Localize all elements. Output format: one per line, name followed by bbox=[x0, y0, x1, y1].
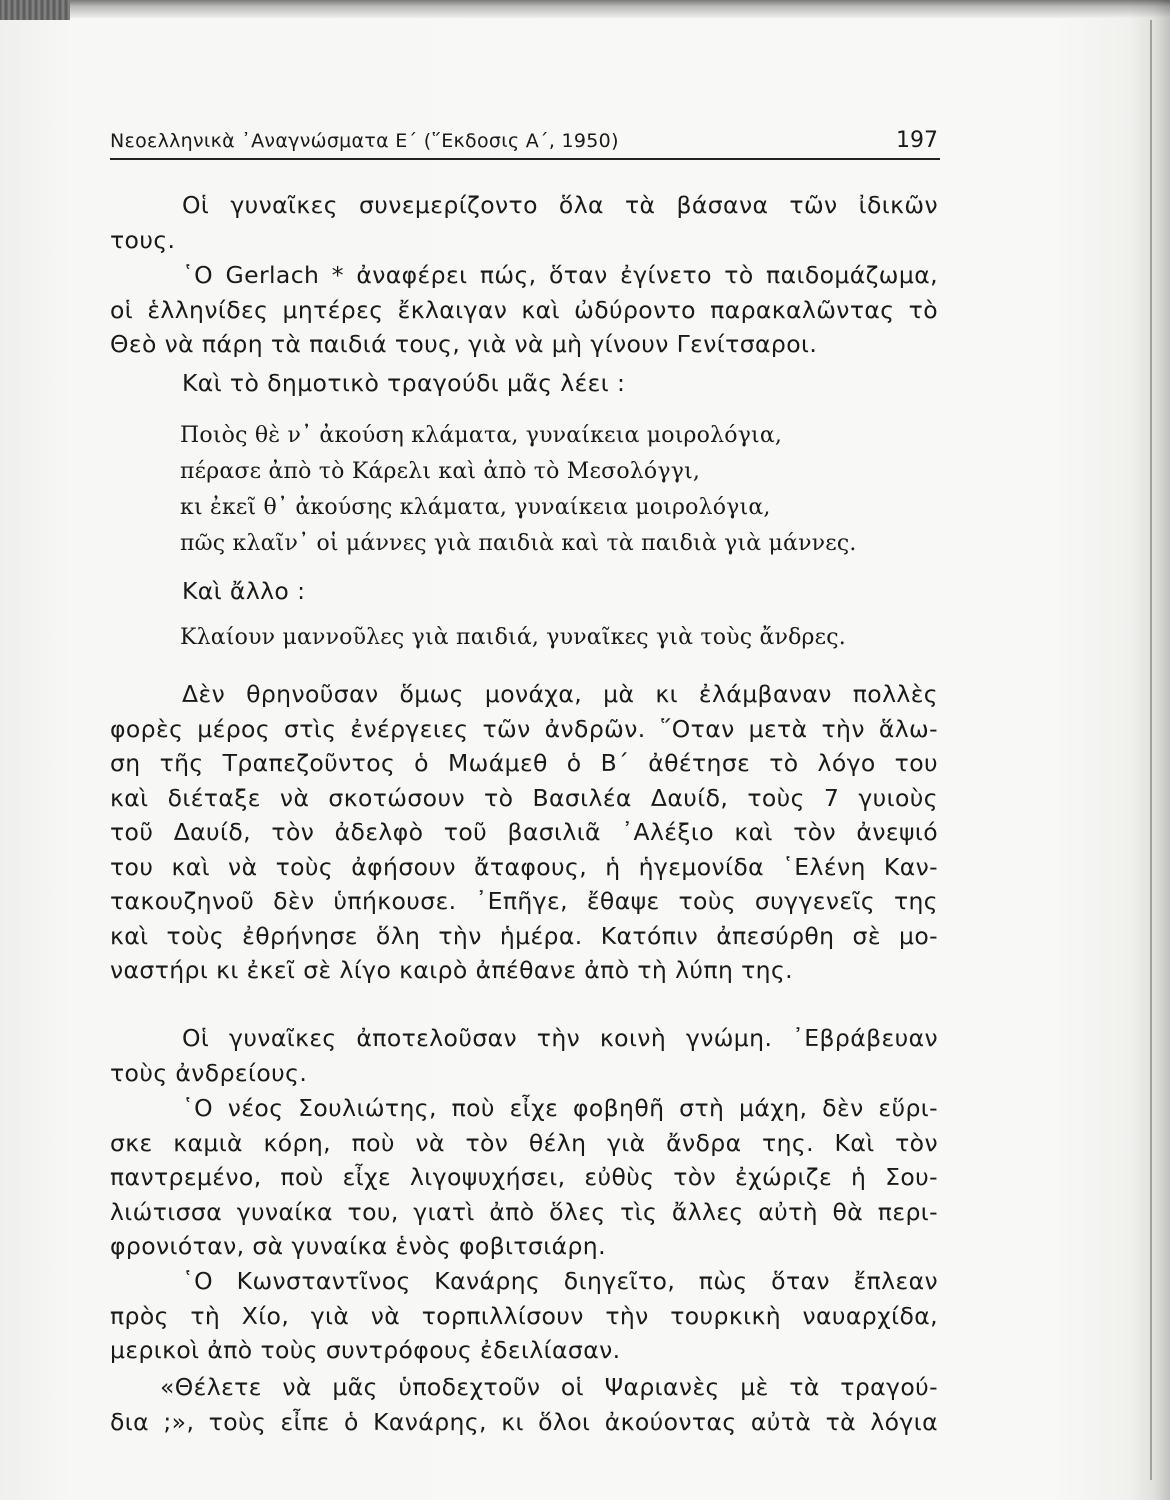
text-line: τοὺς ἀνδρείους. bbox=[110, 1058, 308, 1087]
verse-block-2 bbox=[180, 620, 940, 656]
text-line: φρονιόταν, σὰ γυναίκα ἑνὸς φοβιτσιάρη. bbox=[110, 1232, 606, 1260]
paragraph-5 bbox=[110, 677, 938, 988]
verse-line: πῶς κλαῖν᾿ οἱ μάννες γιὰ παιδιὰ καὶ τὰ παιδιὰ γιὰ μάννες. bbox=[180, 531, 857, 556]
verse-line: Κλαίουν μαννοῦλες γιὰ παιδιά, γυναῖκες γιὰ τοὺς ἄνδρες. bbox=[180, 625, 846, 650]
paragraph-9 bbox=[110, 1370, 938, 1439]
text-line: Δὲν θρηνοῦσαν ὅμως μονάχα, μὰ κι ἐλάμβαναν πολλὲς bbox=[182, 680, 938, 708]
text-line: καὶ διέταξε νὰ σκοτώσουν τὸ Βασιλέα Δαυίδ, τοὺς 7 γυιοὺς bbox=[110, 783, 938, 812]
text-line: οἱ ἑλληνίδες μητέρες ἔκλαιγαν καὶ ὠδύροντο παρακαλῶντας τὸ bbox=[110, 295, 938, 324]
text-line: τοῦ Δαυίδ, τὸν ἀδελφὸ τοῦ βασιλιᾶ ᾿Αλέξιο καὶ τὸν ἀνεψιό bbox=[110, 818, 938, 846]
text-line: Οἱ γυναῖκες ἀποτελοῦσαν τὴν κοινὴ γνώμη. ᾿Εβράβευαν bbox=[182, 1024, 938, 1052]
paragraph-2 bbox=[110, 258, 938, 362]
text-line: τακουζηνοῦ δὲν ὑπήκουσε. ᾿Επῆγε, ἔθαψε τοὺς συγγενεῖς της bbox=[110, 887, 938, 915]
page-top-edge bbox=[0, 0, 1170, 18]
paragraph-3 bbox=[110, 366, 938, 401]
verse-line: πέρασε ἀπὸ τὸ Κάρελι καὶ ἀπὸ τὸ Μεσολόγγι, bbox=[180, 459, 701, 484]
text-line: ῾Ο Gerlach * ἀναφέρει πώς, ὅταν ἐγίνετο τὸ παιδομάζωμα, bbox=[182, 261, 938, 289]
text-line: τους. bbox=[110, 225, 176, 254]
verse-line: Ποιὸς θὲ ν᾿ ἀκούση κλάματα, γυναίκεια μοιρολόγια, bbox=[180, 423, 783, 448]
text-line: φορὲς μέρος στὶς ἐνέργειες τῶν ἀνδρῶν. ῞Οταν μετὰ τὴν ἅλω- bbox=[110, 714, 938, 743]
text-line: ῾Ο Κωνσταντῖνος Κανάρης διηγεῖτο, πὼς ὅταν ἔπλεαν bbox=[182, 1267, 938, 1295]
text-line: ῾Ο νέος Σουλιώτης, ποὺ εἶχε φοβηθῆ στὴ μάχη, δὲν εὕρι- bbox=[182, 1094, 938, 1122]
paragraph-8 bbox=[110, 1264, 938, 1368]
text-line: «Θέλετε νὰ μᾶς ὑποδεχτοῦν οἱ Ψαριανὲς μὲ τὰ τραγού- bbox=[160, 1373, 938, 1401]
text-line: πρὸς τὴ Χίο, γιὰ νὰ τορπιλλίσουν τὴν τουρκικὴ ναυαρχίδα, bbox=[110, 1301, 938, 1330]
paragraph-6 bbox=[110, 1021, 938, 1090]
text-line: δια ;», τοὺς εἶπε ὁ Κανάρης, κι ὅλοι ἀκούοντας αὐτὰ τὰ λόγια bbox=[110, 1407, 938, 1436]
text-line: Θεὸ νὰ πάρη τὰ παιδιά τους, γιὰ νὰ μὴ γίνουν Γενίτσαροι. bbox=[110, 330, 818, 358]
page-fold-line bbox=[1150, 20, 1152, 1480]
text-line: Καὶ τὸ δημοτικὸ τραγούδι μᾶς λέει : bbox=[182, 369, 626, 397]
book-binding bbox=[0, 0, 70, 20]
text-line: μερικοὶ ἀπὸ τοὺς συντρόφους ἐδειλίασαν. bbox=[110, 1336, 621, 1364]
paragraph-4 bbox=[110, 574, 938, 609]
text-line: Οἱ γυναῖκες συνεμερίζοντο ὅλα τὰ βάσανα τῶν ἰδικῶν bbox=[182, 191, 938, 219]
verse-block-1 bbox=[180, 418, 940, 562]
verse-line: κι ἐκεῖ θ᾿ ἀκούσης κλάματα, γυναίκεια μοιρολόγια, bbox=[180, 495, 771, 520]
text-line: Καὶ ἄλλο : bbox=[182, 577, 306, 605]
paragraph-1 bbox=[110, 188, 938, 257]
text-line: λιώτισσα γυναίκα του, γιατὶ ἀπὸ ὅλες τὶς ἄλλες αὐτὴ θὰ περι- bbox=[110, 1197, 938, 1226]
running-header bbox=[110, 128, 940, 160]
text-line: ναστήρι κι ἐκεῖ σὲ λίγο καιρὸ ἀπέθανε ἀπὸ τὴ λύπη της. bbox=[110, 956, 794, 984]
text-line: του καὶ νὰ τοὺς ἀφήσουν ἄταφους, ἡ ἡγεμονίδα ῾Ελένη Καν- bbox=[110, 852, 938, 881]
header-title: Νεοελληνικὰ ᾿Αναγνώσματα Ε΄ (῞Εκδοσις Α΄, 1950) bbox=[110, 130, 619, 152]
text-line: παντρεμένο, ποὺ εἶχε λιγοψυχήσει, εὐθὺς τὸν ἐχώριζε ἡ Σου- bbox=[110, 1163, 938, 1191]
page-number: 197 bbox=[896, 128, 938, 153]
text-line: καὶ τοὺς ἐθρήνησε ὅλη τὴν ἡμέρα. Κατόπιν ἀπεσύρθη σὲ μο- bbox=[110, 921, 938, 950]
text-line: σκε καμιὰ κόρη, ποὺ νὰ τὸν θέλη γιὰ ἄνδρα της. Καὶ τὸν bbox=[110, 1128, 938, 1157]
paragraph-7 bbox=[110, 1091, 938, 1264]
text-line: ση τῆς Τραπεζοῦντος ὁ Μωάμεθ ὁ Β΄ ἀθέτησε τὸ λόγο του bbox=[110, 749, 938, 777]
